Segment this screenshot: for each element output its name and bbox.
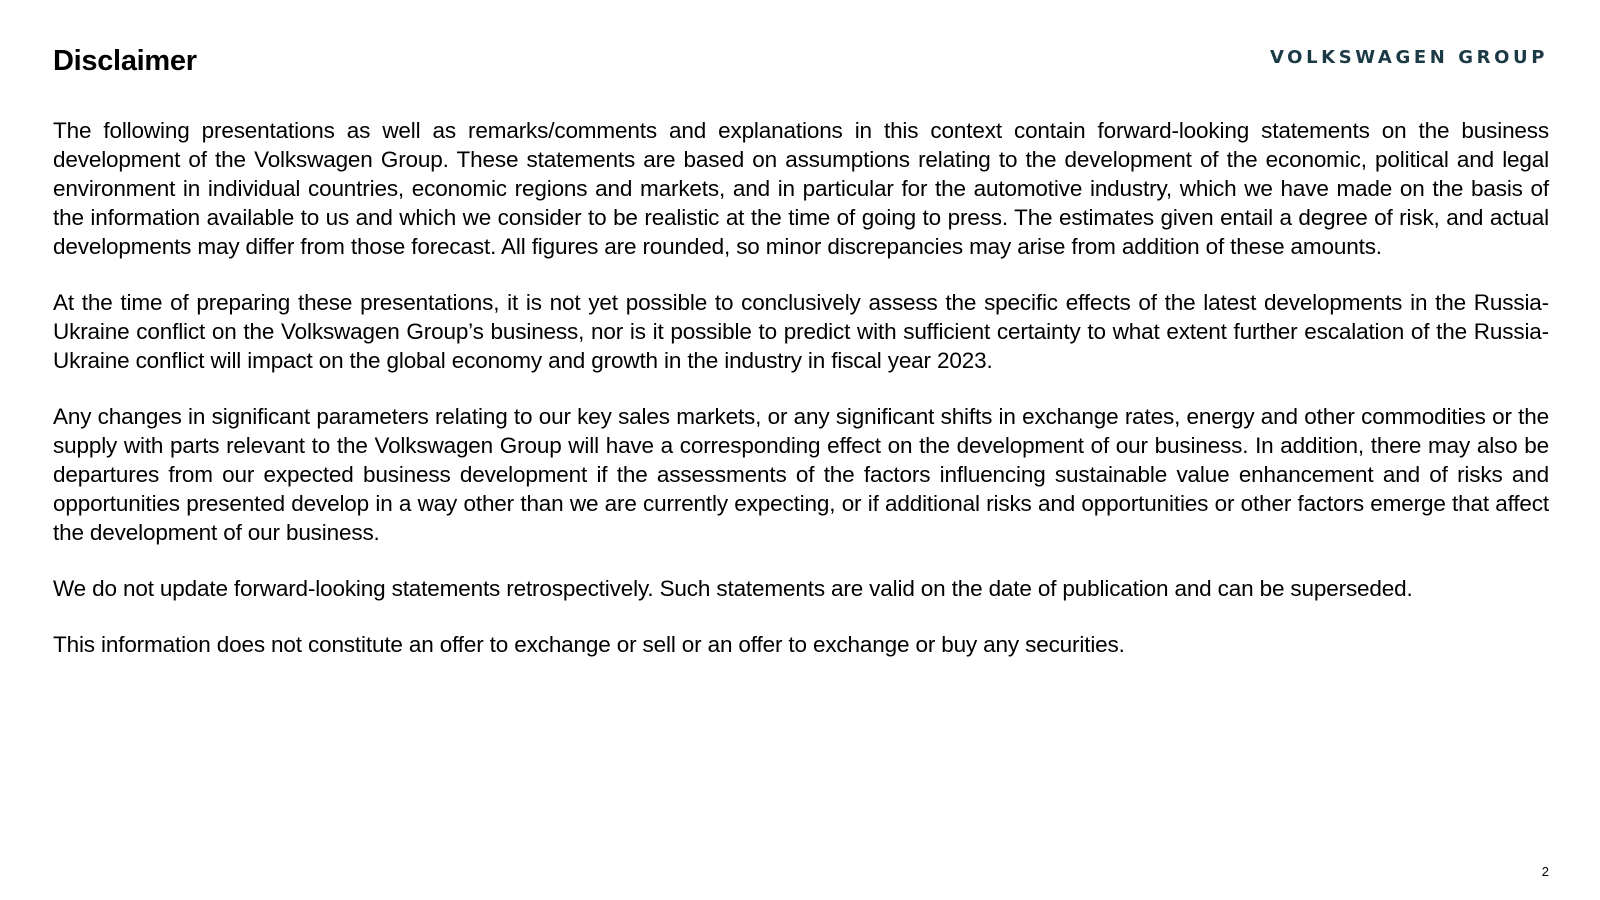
disclaimer-paragraph-5: This information does not constitute an offer to exchange or sell or an offer to exchange or buy any securities. xyxy=(53,632,1125,657)
disclaimer-paragraph-2: At the time of preparing these presentations, it is not yet possible to conclusively assess the specific effects of the latest developments in the Russia-Ukraine conflict on the Volkswagen Group’s business, nor is it possible to predict with sufficient certainty to what extent further escalation of the Russia-Ukraine conflict will impact on the global economy and growth in the industry in fiscal year 2023. xyxy=(53,290,1549,373)
disclaimer-paragraph-3: Any changes in significant parameters relating to our key sales markets, or any significant shifts in exchange rates, energy and other commodities or the supply with parts relevant to the Volkswagen Group will have a corresponding effect on the development of our business. In addition, there may also be departures from our expected business development if the assessments of the factors influencing sustainable value enhancement and of risks and opportunities presented develop in a way other than we are currently expecting, or if additional risks and opportunities or other factors emerge that affect the development of our business. xyxy=(53,404,1549,545)
brand-logo-text: VOLKSWAGEN GROUP xyxy=(1269,47,1548,68)
disclaimer-paragraph-1: The following presentations as well as remarks/comments and explanations in this context contain forward-looking statements on the business development of the Volkswagen Group. These statements are based on assumptions relating to the development of the economic, political and legal environment in individual countries, economic regions and markets, and in particular for the automotive industry, which we have made on the basis of the information available to us and which we consider to be realistic at the time of going to press. The estimates given entail a degree of risk, and actual developments may differ from those forecast. All figures are rounded, so minor discrepancies may arise from addition of these amounts. xyxy=(53,118,1549,259)
page-number: 2 xyxy=(1541,864,1549,879)
disclaimer-body xyxy=(53,116,1549,686)
disclaimer-paragraph-4: We do not update forward-looking statements retrospectively. Such statements are valid on the date of publication and can be superseded. xyxy=(53,576,1413,601)
page-title: Disclaimer xyxy=(53,45,197,77)
